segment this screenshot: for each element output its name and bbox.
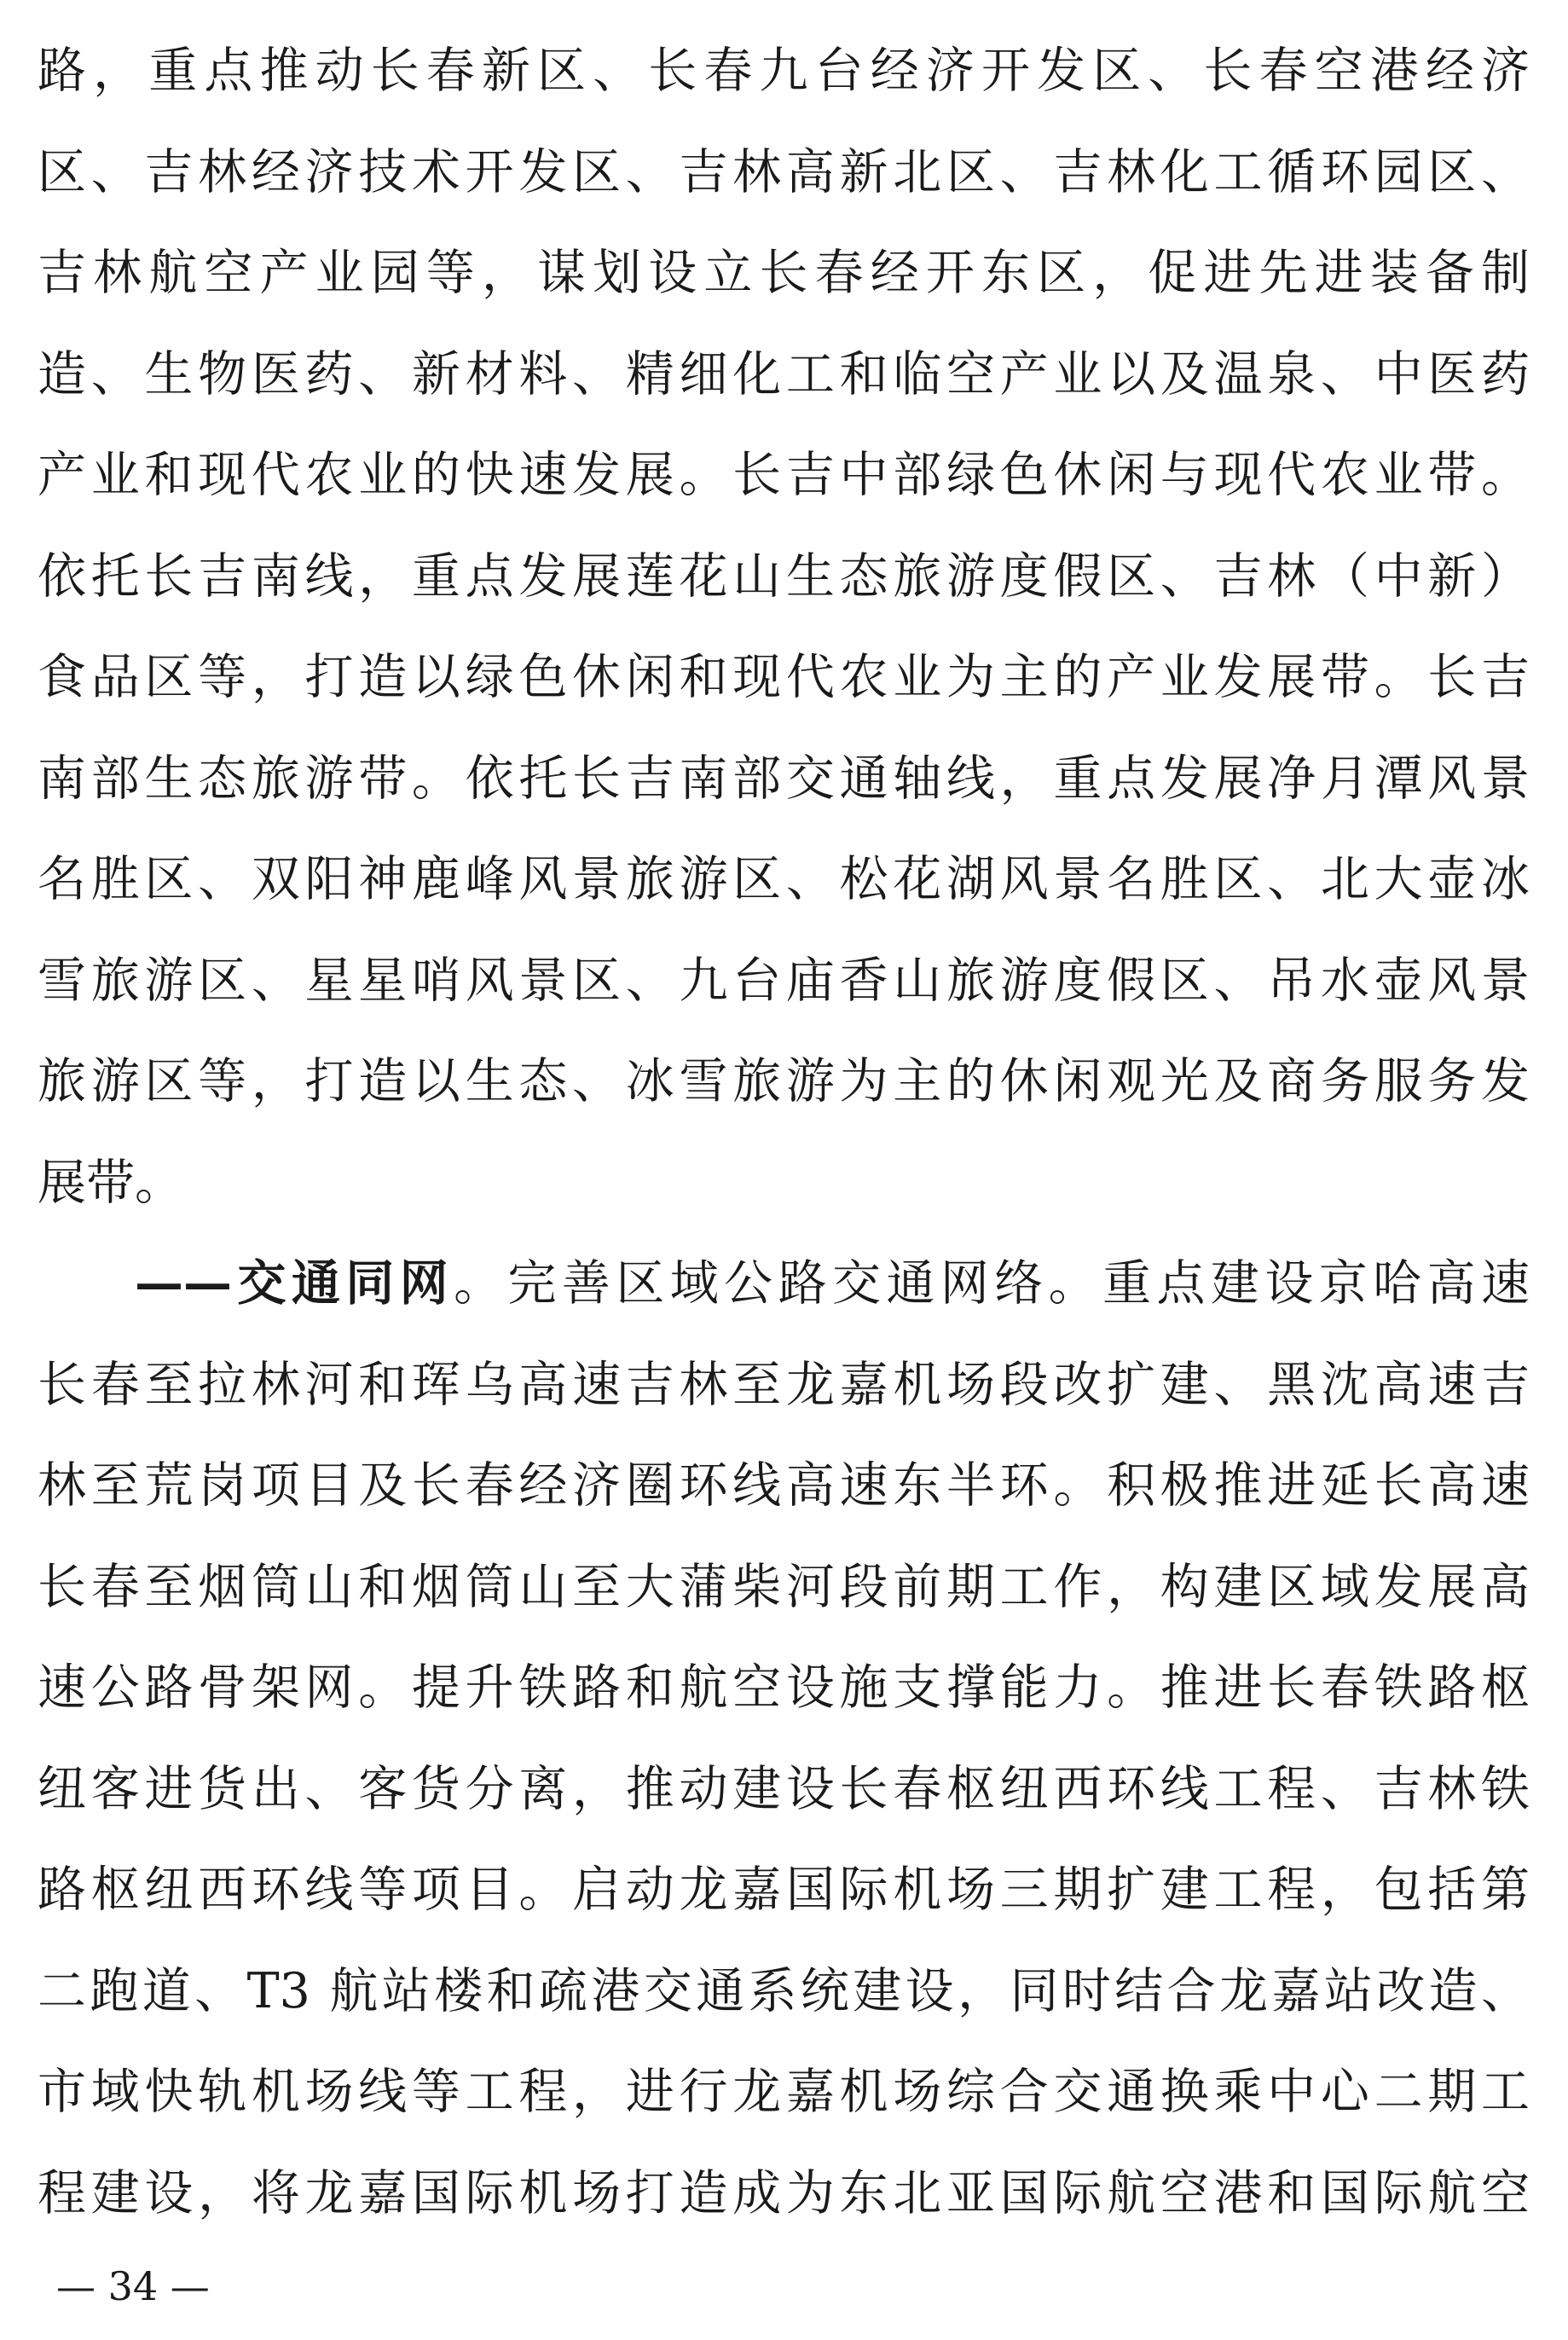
text-line: 南部生态旅游带。依托长吉南部交通轴线，重点发展净月潭风景: [38, 750, 1530, 807]
text-line: 旅游区等，打造以生态、冰雪旅游为主的休闲观光及商务服务发: [38, 1053, 1530, 1109]
heading-line-rest: 。完善区域公路交通网络。重点建设京哈高速: [454, 1255, 1530, 1312]
text-line: 造、生物医药、新材料、精细化工和临空产业以及温泉、中医药: [38, 345, 1530, 403]
body-text: [38, 20, 1530, 2244]
page-number: — 34 —: [56, 2263, 210, 2309]
text-line: 长春至拉林河和珲乌高速吉林至龙嘉机场段改扩建、黑沈高速吉: [38, 1356, 1530, 1413]
text-line: 食品区等，打造以绿色休闲和现代农业为主的产业发展带。长吉: [38, 649, 1530, 705]
text-line: 程建设，将龙嘉国际机场打造成为东北亚国际航空港和国际航空: [38, 2164, 1530, 2221]
text-line: 速公路骨架网。提升铁路和航空设施支撑能力。推进长春铁路枢: [38, 1659, 1530, 1716]
text-line: 市域快轨机场线等工程，进行龙嘉机场综合交通换乘中心二期工: [38, 2064, 1530, 2120]
text-line: 依托长吉南线，重点发展莲花山生态旅游度假区、吉林（中新）: [38, 547, 1530, 605]
section-heading: ——交通同网: [135, 1254, 454, 1312]
text-line: 二跑道、T3 航站楼和疏港交通系统建设，同时结合龙嘉站改造、: [38, 1962, 1530, 2019]
text-line: 吉林航空产业园等，谋划设立长春经开东区，促进先进装备制: [38, 245, 1530, 301]
text-line: 长春至烟筒山和烟筒山至大蒲柴河段前期工作，构建区域发展高: [38, 1558, 1530, 1615]
text-line: 展带。: [38, 1154, 183, 1211]
text-line: 林至荒岗项目及长春经济圈环线高速东半环。积极推进延长高速: [38, 1457, 1530, 1514]
text-line: 名胜区、双阳神鹿峰风景旅游区、松花湖风景名胜区、北大壶冰: [38, 851, 1530, 907]
text-line: 路枢纽西环线等项目。启动龙嘉国际机场三期扩建工程，包括第: [38, 1862, 1530, 1918]
text-line: 路，重点推动长春新区、长春九台经济开发区、长春空港经济: [38, 43, 1530, 99]
text-line: 纽客进货出、客货分离，推动建设长春枢纽西环线工程、吉林铁: [38, 1760, 1530, 1817]
text-line: 区、吉林经济技术开发区、吉林高新北区、吉林化工循环园区、: [38, 143, 1530, 200]
text-line: 产业和现代农业的快速发展。长吉中部绿色休闲与现代农业带。: [38, 447, 1530, 503]
text-line: 雪旅游区、星星哨风景区、九台庙香山旅游度假区、吊水壶风景: [38, 952, 1530, 1009]
paragraph-heading-line: [38, 1233, 1530, 1335]
